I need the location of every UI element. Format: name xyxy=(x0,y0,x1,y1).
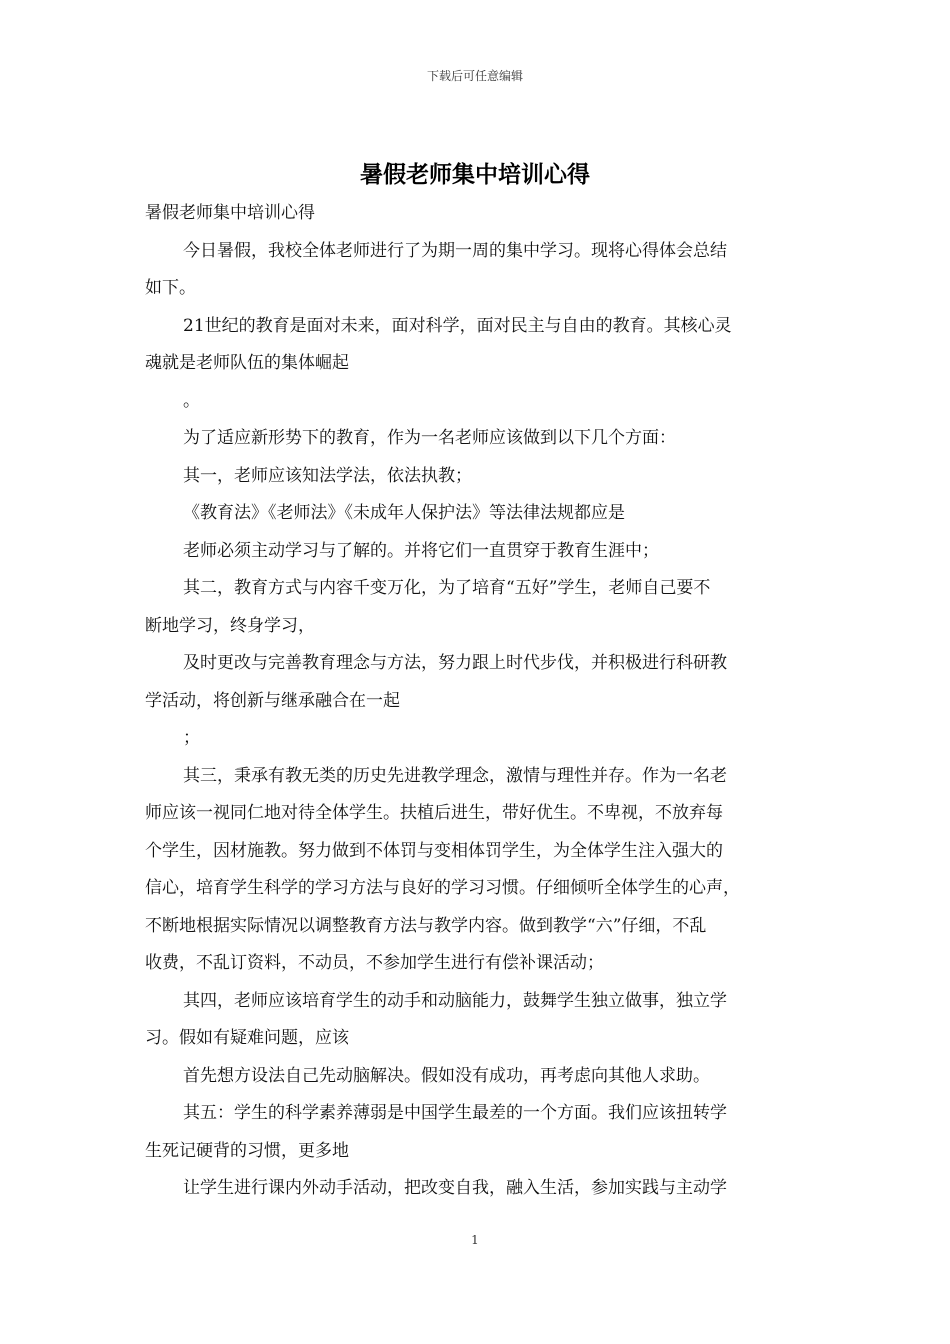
body-line: 师应该一视同仁地对待全体学生。扶植后进生，带好优生。不卑视，不放弃每 xyxy=(145,803,723,823)
body-line: 为了适应新形势下的教育，作为一名老师应该做到以下几个方面： xyxy=(183,428,676,448)
document-title: 暑假老师集中培训心得 xyxy=(360,161,590,188)
body-line: 学活动，将创新与继承融合在一起 xyxy=(145,690,400,711)
body-line: 其一，老师应该知法学法，依法执教； xyxy=(183,465,472,486)
document-body xyxy=(145,195,810,1208)
body-line: 老师必须主动学习与了解的。并将它们一直贯穿于教育生涯中； xyxy=(183,540,659,561)
body-line: 如下。 xyxy=(145,278,196,298)
body-line: 其三，秉承有教无类的历史先进教学理念，激情与理性并存。作为一名老 xyxy=(183,765,727,786)
body-line: ； xyxy=(183,728,200,748)
page-number: 1 xyxy=(471,1233,479,1247)
body-line: 及时更改与完善教育理念与方法，努力跟上时代步伐，并积极进行科研教 xyxy=(183,653,727,673)
body-line: 收费，不乱订资料，不动员，不参加学生进行有偿补课活动； xyxy=(145,953,604,973)
body-line: 其四，老师应该培育学生的动手和动脑能力，鼓舞学生独立做事，独立学 xyxy=(183,990,727,1011)
body-line: 生死记硬背的习惯，更多地 xyxy=(145,1140,349,1161)
body-line: 断地学习，终身学习， xyxy=(145,615,315,636)
body-line: 不断地根据实际情况以调整教育方法与教学内容。做到教学“六”仔细，不乱 xyxy=(145,915,707,936)
body-line: 其五：学生的科学素养薄弱是中国学生最差的一个方面。我们应该扭转学 xyxy=(183,1103,727,1123)
body-line: 暑假老师集中培训心得 xyxy=(145,203,315,223)
body-line: 首先想方设法自己先动脑解决。假如没有成功，再考虑向其他人求助。 xyxy=(183,1065,710,1086)
body-line: 其二，教育方式与内容千变万化，为了培育“五好”学生，老师自己要不 xyxy=(183,578,711,598)
body-line: 。 xyxy=(183,390,200,411)
body-line: 信心，培育学生科学的学习方法与良好的学习习惯。仔细倾听全体学生的心声， xyxy=(145,878,740,898)
body-line: 习。假如有疑难问题，应该 xyxy=(145,1028,349,1048)
page-header: 下载后可任意编辑 xyxy=(426,69,523,83)
body-line: 《教育法》《老师法》《未成年人保护法》等法律法规都应是 xyxy=(183,503,625,523)
body-line: 让学生进行课内外动手活动，把改变自我，融入生活，参加实践与主动学 xyxy=(183,1178,727,1198)
body-line: 21世纪的教育是面对未来，面对科学，面对民主与自由的教育。其核心灵 xyxy=(183,315,732,336)
body-line: 今日暑假，我校全体老师进行了为期一周的集中学习。现将心得体会总结 xyxy=(183,240,727,261)
body-line: 个学生，因材施教。努力做到不体罚与变相体罚学生，为全体学生注入强大的 xyxy=(145,840,723,861)
body-line: 魂就是老师队伍的集体崛起 xyxy=(145,353,349,373)
